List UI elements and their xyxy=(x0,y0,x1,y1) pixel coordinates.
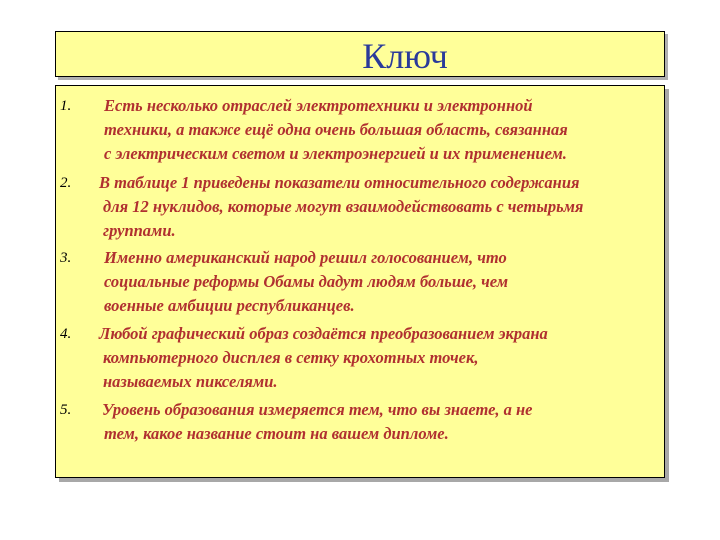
item-line: для 12 нуклидов, которые могут взаимодействовать с четырьмя xyxy=(103,197,584,216)
item-line: техники, а также ещё одна очень большая область, связанная xyxy=(104,120,568,139)
item-number: 4. xyxy=(60,326,72,342)
item-number: 1. xyxy=(60,98,72,114)
item-line: группами. xyxy=(103,221,176,240)
item-line: Именно американский народ решил голосованием, что xyxy=(104,248,507,267)
item-line: тем, какое название стоит на вашем дипломе. xyxy=(104,424,449,443)
item-line: Любой графический образ создаётся преобразованием экрана xyxy=(99,324,548,343)
item-number: 5. xyxy=(60,402,72,418)
item-line: называемых пикселями. xyxy=(103,372,278,391)
item-text xyxy=(99,322,661,394)
item-line: В таблице 1 приведены показатели относительного содержания xyxy=(99,173,580,192)
item-line: с электрическим светом и электроэнергией и их применением. xyxy=(104,144,567,163)
item-line: военные амбиции республиканцев. xyxy=(104,296,355,315)
item-line: Уровень образования измеряется тем, что вы знаете, а не xyxy=(102,400,533,419)
item-line: компьютерного дисплея в сетку крохотных точек, xyxy=(103,348,479,367)
item-text xyxy=(104,94,666,166)
item-number: 3. xyxy=(60,250,72,266)
item-text xyxy=(104,246,666,318)
item-line: социальные реформы Обамы дадут людям больше, чем xyxy=(104,272,509,291)
item-number: 2. xyxy=(60,175,72,191)
answer-list-panel xyxy=(55,85,665,478)
slide-title: Ключ xyxy=(362,36,448,76)
title-panel xyxy=(55,31,665,77)
item-text xyxy=(102,398,664,446)
item-line: Есть несколько отраслей электротехники и электронной xyxy=(104,96,533,115)
item-text xyxy=(99,171,661,243)
